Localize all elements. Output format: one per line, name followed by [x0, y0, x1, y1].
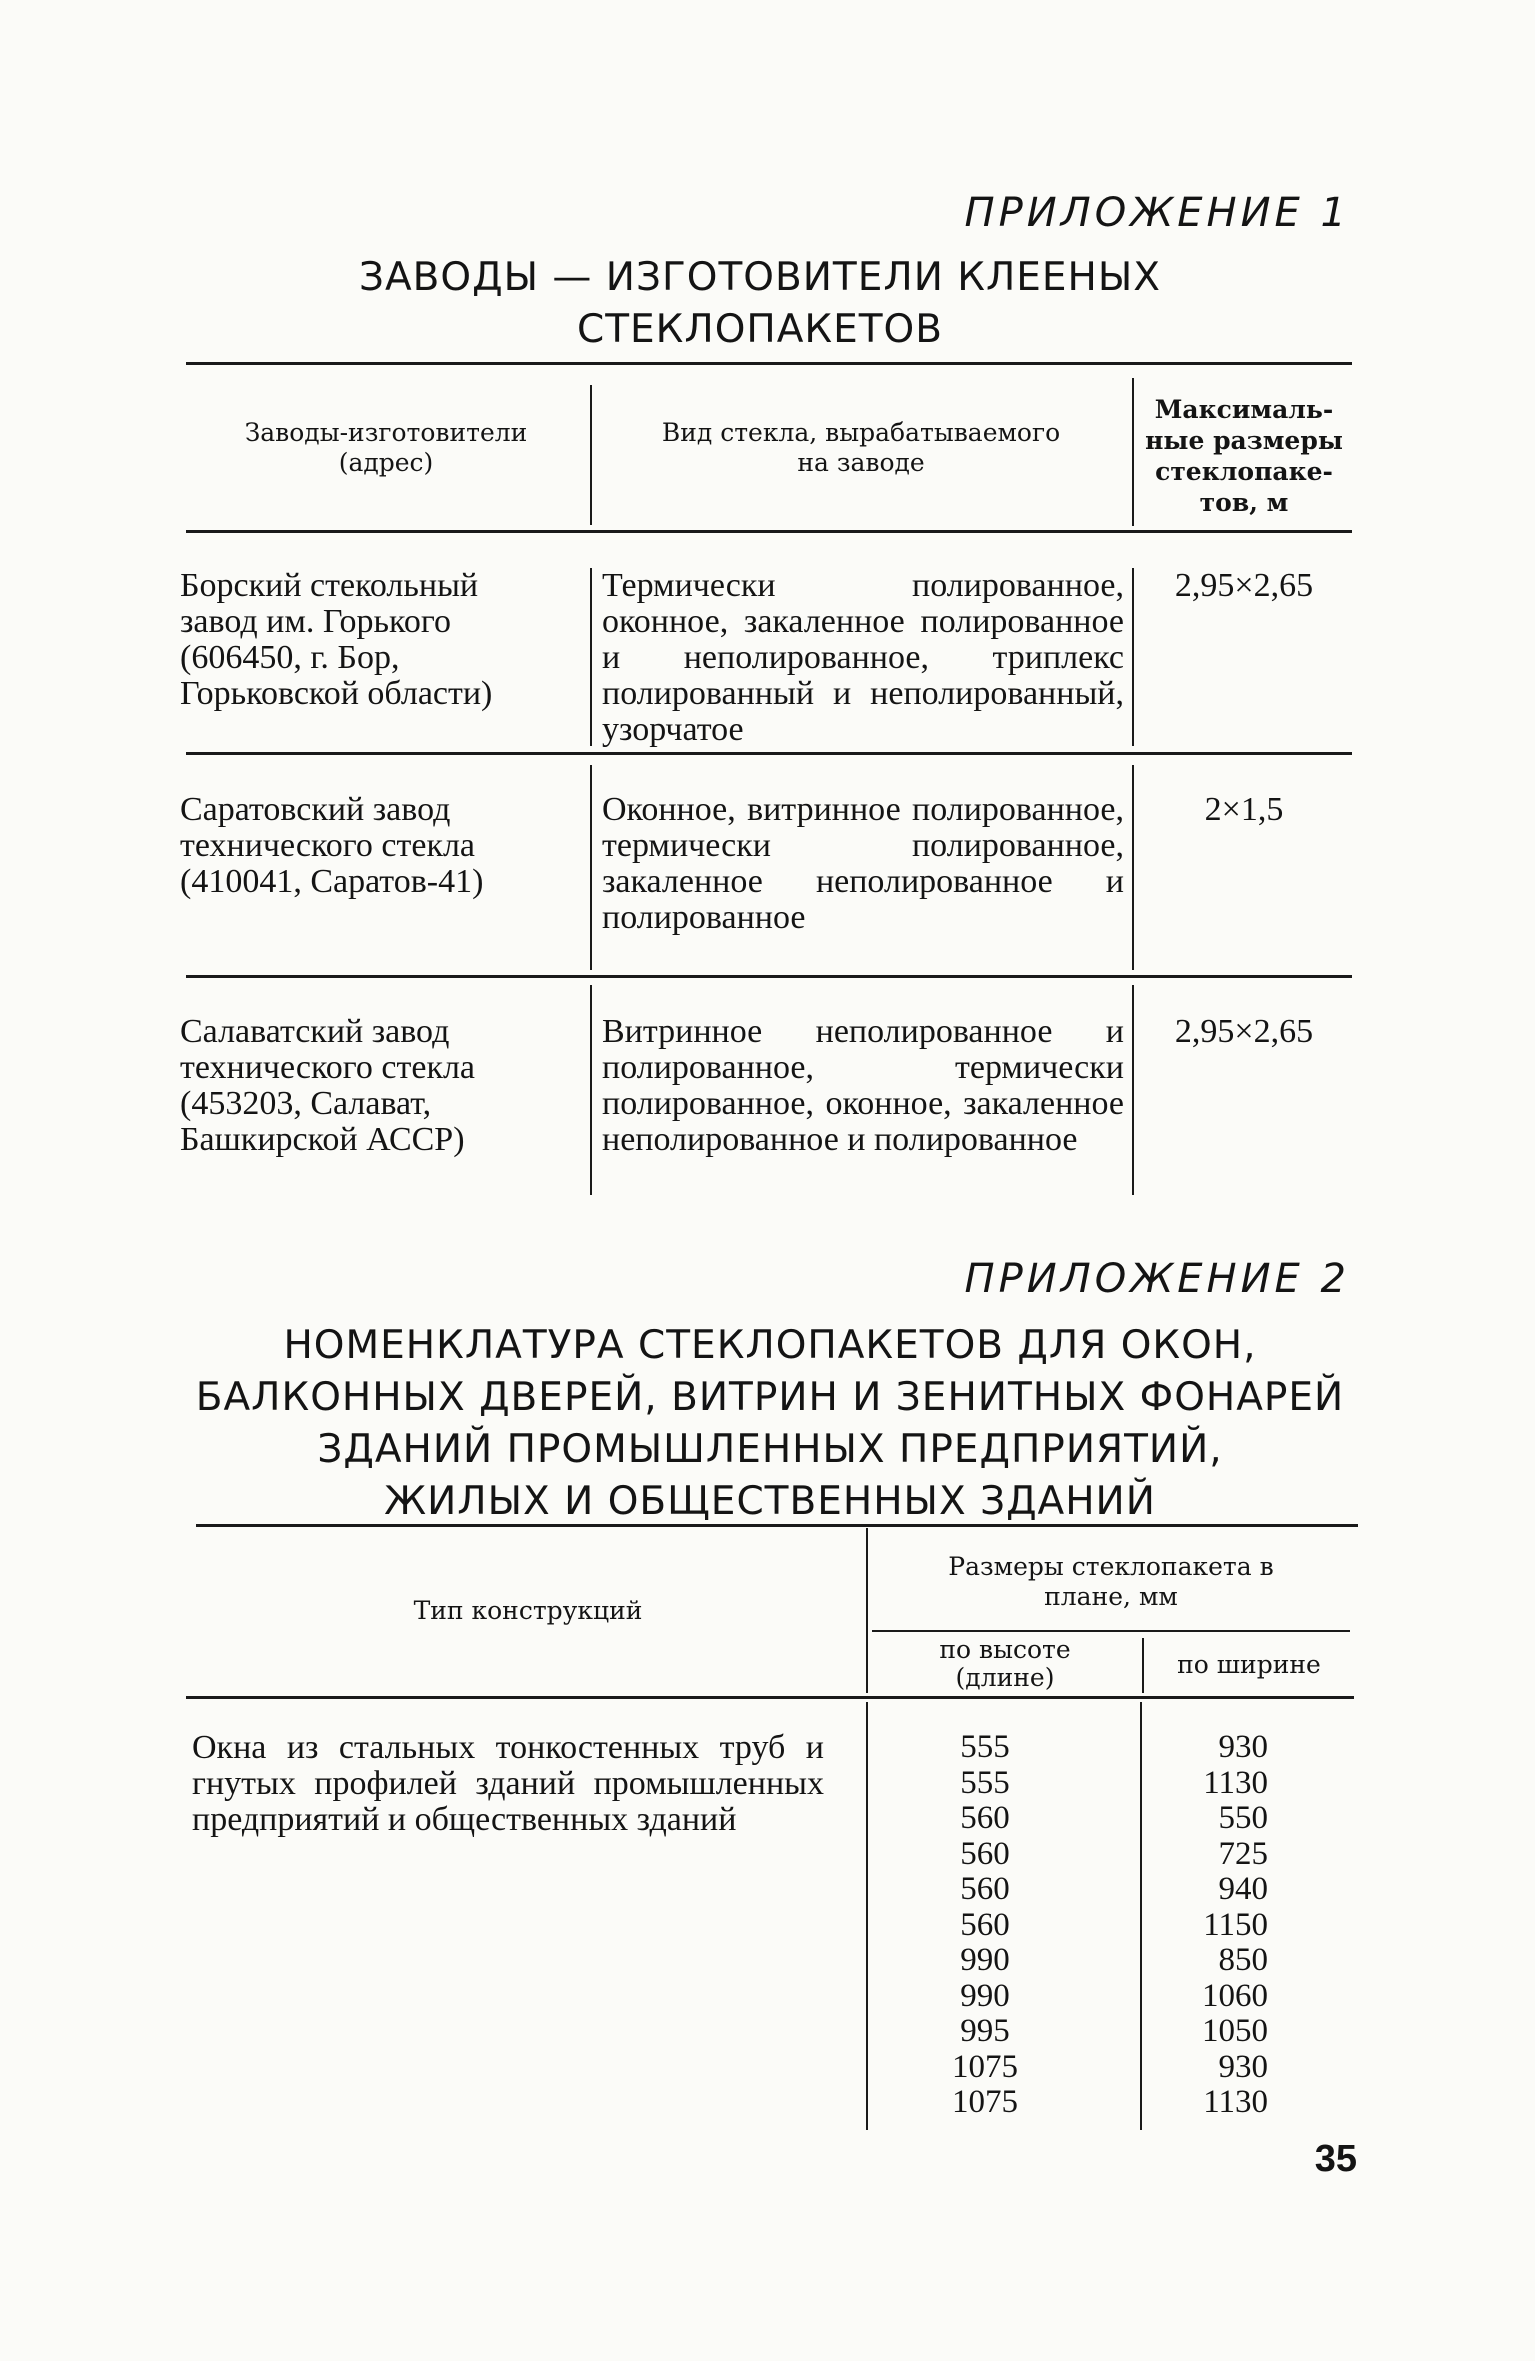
width-value: 1130 [1203, 2084, 1268, 2120]
table-rule-row [186, 975, 1352, 978]
appendix-2-label: ПРИЛОЖЕНИЕ 2 [964, 1256, 1350, 1302]
width-value: 930 [1218, 1729, 1268, 1765]
width-value: 725 [1218, 1835, 1268, 1872]
height-value: 555 [960, 1729, 1010, 1765]
header-sizes [872, 1552, 1350, 1612]
header-construction-type: Тип конструкций [413, 1596, 643, 1625]
height-value: 995 [960, 2013, 1010, 2049]
table-rule-header [186, 530, 1352, 533]
table-rule-top [196, 1524, 1358, 1527]
size-cell: 2,95×2,65 [1174, 567, 1314, 604]
appendix-1-label: ПРИЛОЖЕНИЕ 1 [964, 190, 1350, 236]
height-column [900, 1730, 1070, 2121]
width-value: 1050 [1202, 2013, 1268, 2049]
appendix-1-title [140, 252, 1380, 356]
width-value: 550 [1218, 1800, 1268, 1836]
appendix-1-title-line: ЗАВОДЫ — ИЗГОТОВИТЕЛИ КЛЕЕНЫХ [358, 255, 1162, 300]
height-value: 990 [960, 1942, 1010, 1978]
header-line: (адрес) [338, 448, 434, 477]
glass-cell: Оконное, витринное полированное, термически полированное, закаленное неполированное и полированное [602, 791, 1124, 936]
header-line: плане, мм [1044, 1582, 1178, 1611]
table-rule-subheader [872, 1630, 1350, 1632]
column-divider [1132, 378, 1134, 526]
height-value: 560 [960, 1871, 1010, 1907]
header-plants [186, 418, 586, 478]
header-line: Заводы-изготовители [244, 418, 528, 447]
table-rule-header [186, 1696, 1354, 1699]
appendix-1-title-line: СТЕКЛОПАКЕТОВ [576, 307, 944, 352]
header-line: тов, м [1199, 488, 1289, 517]
width-value: 940 [1218, 1871, 1268, 1907]
column-divider [1132, 568, 1134, 746]
header-line: стеклопаке- [1155, 457, 1333, 486]
column-divider [1140, 1702, 1142, 2130]
appendix-2-title-line: ЖИЛЫХ И ОБЩЕСТВЕННЫХ ЗДАНИЙ [384, 1479, 1156, 1524]
header-line: по высоте [939, 1635, 1071, 1664]
header-glass-type [595, 418, 1127, 478]
width-column [1160, 1730, 1268, 2121]
column-divider [590, 765, 592, 970]
appendix-2-title-line: НОМЕНКЛАТУРА СТЕКЛОПАКЕТОВ ДЛЯ ОКОН, [283, 1323, 1257, 1368]
column-divider [1132, 765, 1134, 970]
plant-cell: Борский стекольный завод им. Горького (606450, г. Бор, Горьковской области) [180, 567, 493, 712]
height-value: 555 [960, 1764, 1010, 1801]
column-divider [590, 985, 592, 1195]
header-width: по ширине [1177, 1650, 1321, 1679]
header-line: (длине) [955, 1663, 1055, 1692]
header-line: Вид стекла, вырабатываемого [661, 418, 1061, 447]
width-value: 1150 [1203, 1906, 1268, 1943]
plant-cell: Салаватский завод технического стекла (453203, Салават, Башкирской АССР) [180, 1013, 476, 1158]
table-rule-top [186, 362, 1352, 365]
appendix-2-title-line: ЗДАНИЙ ПРОМЫШЛЕННЫХ ПРЕДПРИЯТИЙ, [317, 1427, 1223, 1472]
header-line: на заводе [797, 448, 925, 477]
height-value: 1075 [952, 2084, 1018, 2120]
page-number: 35 [1314, 2138, 1357, 2180]
glass-cell: Витринное неполированное и полированное, термически полированное, оконное, закаленное неполированное и полированное [602, 1013, 1124, 1158]
column-divider [1142, 1638, 1144, 1693]
header-height [872, 1636, 1138, 1692]
header-max-size [1136, 394, 1352, 518]
column-divider [590, 385, 592, 525]
size-cell: 2×1,5 [1204, 791, 1284, 828]
appendix-2-title [160, 1320, 1380, 1528]
appendix-2-title-line: БАЛКОННЫХ ДВЕРЕЙ, ВИТРИН И ЗЕНИТНЫХ ФОНАРЕЙ [195, 1375, 1345, 1420]
height-value: 560 [960, 1800, 1010, 1836]
height-value: 990 [960, 1977, 1010, 2014]
width-value: 1060 [1202, 1977, 1268, 2014]
height-value: 560 [960, 1835, 1010, 1872]
width-value: 930 [1218, 2048, 1268, 2085]
table-rule-row [186, 752, 1352, 755]
height-value: 560 [960, 1906, 1010, 1943]
size-cell: 2,95×2,65 [1174, 1013, 1314, 1050]
header-line: Размеры стеклопакета в [948, 1552, 1274, 1581]
plant-cell: Саратовский завод технического стекла (410041, Саратов-41) [180, 791, 484, 900]
column-divider [866, 1702, 868, 2130]
height-value: 1075 [952, 2048, 1018, 2085]
header-line: Максималь- [1154, 395, 1334, 424]
column-divider [866, 1528, 868, 1693]
width-value: 1130 [1203, 1764, 1268, 1801]
header-line: ные размеры [1145, 426, 1343, 455]
glass-cell: Термически полированное, оконное, закаленное полированное и неполированное, триплекс полированный и неполированный, узорчатое [602, 567, 1124, 748]
width-value: 850 [1218, 1942, 1268, 1978]
column-divider [590, 568, 592, 746]
construction-type-cell: Окна из стальных тонкостенных труб и гнутых профилей зданий промышленных предприятий и общественных зданий [192, 1729, 824, 1838]
column-divider [1132, 985, 1134, 1195]
